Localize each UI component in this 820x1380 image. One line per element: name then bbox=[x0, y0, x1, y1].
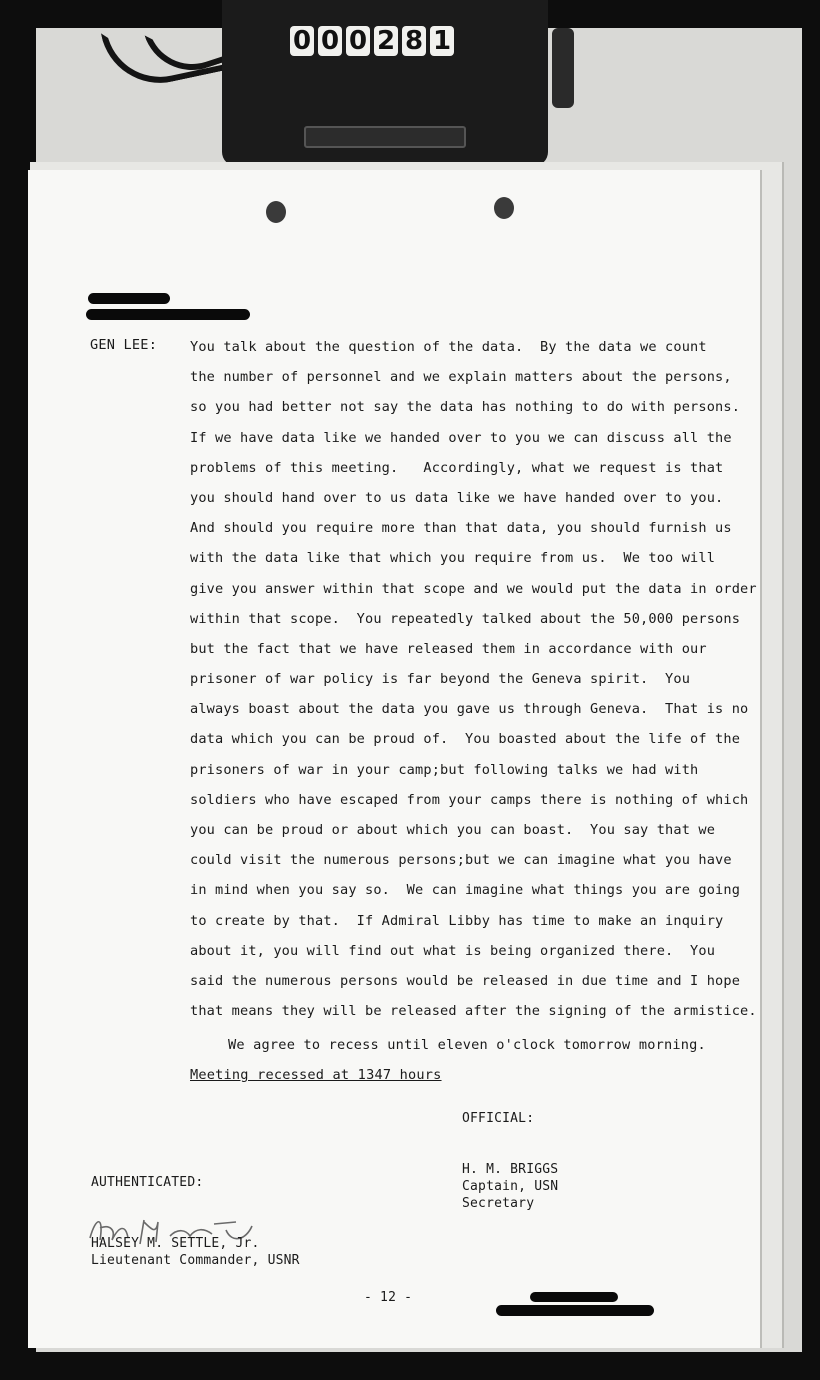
statement-line: the number of personnel and we explain matters about the persons, bbox=[190, 369, 732, 386]
statement-line: you should hand over to us data like we have handed over to you. bbox=[190, 489, 724, 506]
counter-digit: 1 bbox=[430, 26, 454, 56]
statement-line: said the numerous persons would be released in due time and I hope bbox=[190, 972, 741, 989]
authenticated-label: AUTHENTICATED: bbox=[91, 1175, 204, 1190]
punch-hole bbox=[494, 197, 514, 219]
statement-line: that means they will be released after the signing of the armistice. bbox=[190, 1003, 757, 1020]
counter-digit: 8 bbox=[402, 26, 426, 56]
statement-line: but the fact that we have released them in accordance with our bbox=[190, 640, 707, 657]
recess-note: Meeting recessed at 1347 hours bbox=[190, 1067, 442, 1083]
statement-line: data which you can be proud of. You boasted about the life of the bbox=[190, 731, 741, 748]
closing-statement: We agree to recess until eleven o'clock tomorrow morning. bbox=[228, 1037, 706, 1053]
counter-knob bbox=[552, 28, 574, 108]
statement-line: soldiers who have escaped from your camps there is nothing of which bbox=[190, 791, 749, 808]
statement-line: with the data like that which you require from us. We too will bbox=[190, 550, 716, 567]
statement-line: in mind when you say so. We can imagine what things you are going bbox=[190, 882, 741, 899]
statement-line: You talk about the question of the data. By the data we count bbox=[190, 339, 707, 355]
official-label: OFFICIAL: bbox=[462, 1111, 535, 1126]
statement-line: about it, you will find out what is being organized there. You bbox=[190, 942, 716, 959]
page-number: - 12 - bbox=[364, 1290, 413, 1305]
authenticator-block bbox=[91, 1235, 300, 1269]
statement-line: prisoners of war in your camp;but following talks we had with bbox=[190, 761, 699, 778]
counter-digit: 0 bbox=[346, 26, 370, 56]
statement-line: And should you require more than that data, you should furnish us bbox=[190, 520, 732, 537]
counter-digit: 2 bbox=[374, 26, 398, 56]
statement-line: within that scope. You repeatedly talked about the 50,000 persons bbox=[190, 610, 741, 627]
speaker-label: GEN LEE: bbox=[90, 337, 158, 353]
redaction-bar bbox=[88, 293, 170, 304]
signer-title: Secretary bbox=[462, 1196, 535, 1211]
signer-name: H. M. BRIGGS bbox=[462, 1162, 559, 1177]
redaction-bar bbox=[530, 1292, 618, 1302]
statement-line: so you had better not say the data has nothing to do with persons. bbox=[190, 399, 741, 416]
statement-body bbox=[190, 337, 757, 1031]
statement-line: problems of this meeting. Accordingly, what we request is that bbox=[190, 459, 724, 476]
statement-line: you can be proud or about which you can boast. You say that we bbox=[190, 822, 716, 838]
statement-line: always boast about the data you gave us through Geneva. That is no bbox=[190, 701, 749, 718]
redaction-bar bbox=[86, 309, 250, 320]
official-signature-block bbox=[462, 1161, 558, 1212]
statement-line: give you answer within that scope and we would put the data in order bbox=[190, 580, 757, 597]
counter-digit: 0 bbox=[318, 26, 342, 56]
statement-line: could visit the numerous persons;but we can imagine what you have bbox=[190, 852, 732, 869]
counter-digit: 0 bbox=[290, 26, 314, 56]
counter-digits bbox=[290, 26, 454, 56]
counter-plate bbox=[304, 126, 466, 148]
statement-line: to create by that. If Admiral Libby has time to make an inquiry bbox=[190, 912, 724, 929]
authenticator-name: HALSEY M. SETTLE, Jr. bbox=[91, 1236, 260, 1251]
punch-hole bbox=[266, 201, 286, 223]
frame-counter bbox=[222, 0, 548, 166]
statement-line: prisoner of war policy is far beyond the Geneva spirit. You bbox=[190, 671, 691, 688]
statement-line: If we have data like we handed over to you we can discuss all the bbox=[190, 429, 732, 446]
authenticator-rank: Lieutenant Commander, USNR bbox=[91, 1253, 300, 1268]
redaction-bar bbox=[496, 1305, 654, 1316]
signer-rank: Captain, USN bbox=[462, 1179, 559, 1194]
